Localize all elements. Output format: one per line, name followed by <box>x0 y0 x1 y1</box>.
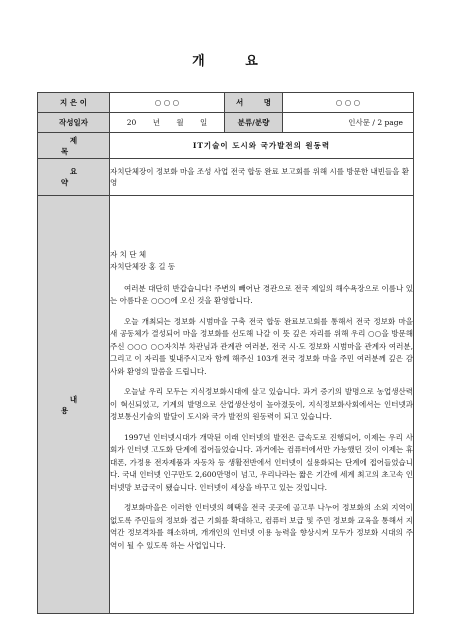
content-label: 내 용 <box>38 196 110 614</box>
summary-label: 요 약 <box>38 159 110 196</box>
paragraph-2: 오늘 개최되는 정보화 시범마을 구축 전국 합동 완료보고회를 통해서 전국 정보화 마을 새 공동체가 결성되어 마을 정보화를 선도해 나갈 이 뜻 깊은 자리를 위해 우리 ○○을 방문해 주신 ○○○ ○○자치부 차관님과 관계관 여러분, 전국 시·도 정보화 시범마을 관계자 여러분, 그리고 이 자리를 빛내주시고자 함께 해주신 103개 전국 정보화 마을 주민 여러분께 깊은 감사와 환영의 말씀을 드립니다. <box>110 316 413 376</box>
paragraph-3: 오늘날 우리 모두는 지식정보화시대에 살고 있습니다. 과거 증기의 발명으로 농업생산력이 혁신되었고, 기계의 발명으로 산업생산성이 높아졌듯이, 지식정보화사회에서는 인터넷과 정보통신기술의 발달이 도시와 국가 발전의 원동력이 되고 있습니다. <box>110 387 413 422</box>
salutation-line-1: 자 치 단 체 <box>110 249 147 259</box>
author-label: 지 은 이 <box>38 93 110 113</box>
subject-row <box>38 133 414 159</box>
content-body <box>110 196 414 614</box>
date-value: 20 년 월 일 <box>110 113 225 133</box>
paragraph-5: 정보화마을은 이러한 인터넷의 혜택을 전국 곳곳에 골고루 나누어 정보화의 소외 지역이 없도록 주민들의 정보화 접근 기회를 확대하고, 컴퓨터 보급 및 주민 정보화 교육을 통해서 지역간 정보격차를 해소하며, 개개인의 인터넷 이용 능력을 향상시켜 모두가 정보화 시대의 주역이 될 수 있도록 하는 사업입니다. <box>110 503 413 550</box>
date-row <box>38 113 414 133</box>
subject-label: 제 목 <box>38 133 110 159</box>
subject-value: IT기술이 도시와 국가발전의 원동력 <box>110 133 414 159</box>
summary-row <box>38 159 414 196</box>
author-row <box>38 93 414 113</box>
speaker-label: 서 명 <box>225 93 283 113</box>
paragraph-1: 여러분 대단히 반갑습니다! 주변의 빼어난 경관으로 전국 제일의 해수욕장으로 이름나 있는 아름다운 ○○○에 오신 것을 환영합니다. <box>110 283 413 306</box>
salutation-line-2: 자치단체장 홍 길 동 <box>110 262 176 272</box>
category-label: 분류/분량 <box>225 113 283 133</box>
paragraph-4: 1997년 인터넷시대가 개막된 이래 인터넷의 발전은 급속도로 진행되어, 이제는 우리 사회가 인터넷 고도화 단계에 접어들었습니다. 과거에는 컴퓨터에서만 가능했던 것이 이제는 휴대폰, 가정용 전자제품과 자동차 등 생활전반에서 인터넷이 실용화되는 단계에 접어들었습니다. 국내 인터넷 인구만도 2,600만명이 넘고, 우리나라는 짧은 기간에 세계 최고의 초고속 인터넷망 보급국이 됐습니다. 인터넷이 세상을 바꾸고 있는 것입니다. <box>110 432 413 492</box>
speaker-value: ○ ○ ○ <box>283 93 414 113</box>
date-label: 작성일자 <box>38 113 110 133</box>
author-value: ○ ○ ○ <box>110 93 225 113</box>
content-row <box>38 196 414 614</box>
summary-value: 자치단체장이 정보화 마을 조성 사업 전국 합동 완료 보고회를 위해 시를 방문한 내빈들을 환영 <box>110 159 414 196</box>
category-value: 인사문 / 2 page <box>283 113 414 133</box>
page-title: 개 요 <box>192 54 276 69</box>
document-form-table <box>37 92 414 614</box>
